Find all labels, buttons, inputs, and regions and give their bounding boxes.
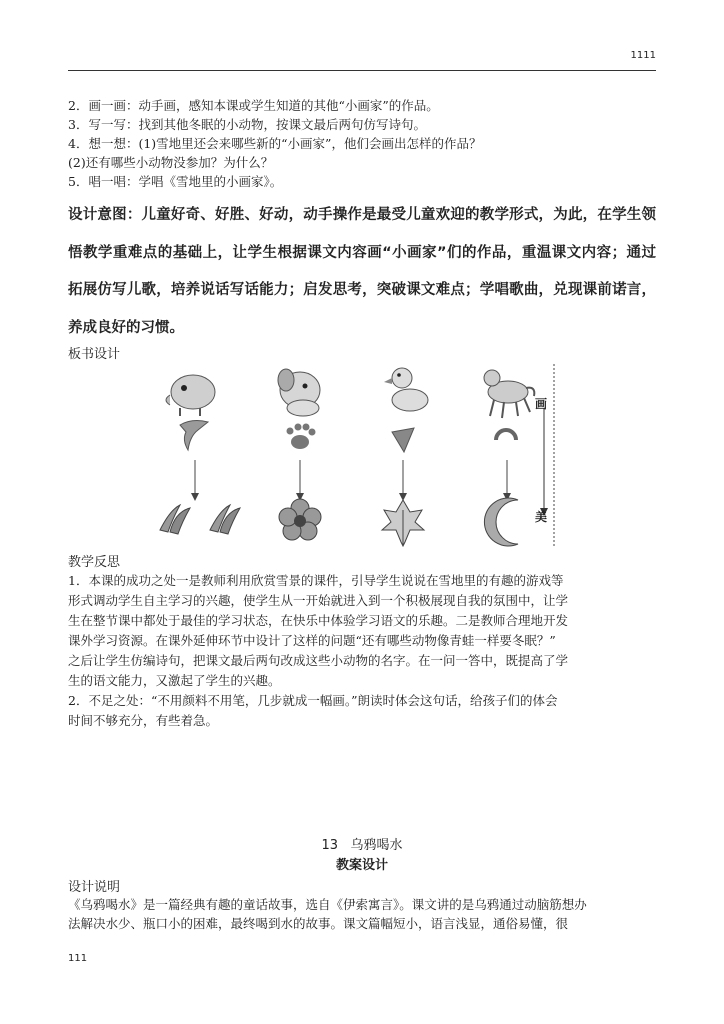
paw-print-icon	[287, 424, 316, 450]
bamboo-leaves-icon	[160, 505, 240, 534]
design-notes-title: 设计说明	[68, 880, 121, 895]
header-rule	[68, 70, 656, 71]
duck-footprint-icon	[392, 428, 414, 452]
reflection-title: 教学反思	[68, 555, 121, 570]
reflection-line: 生的语文能力，又激起了学生的兴趣。	[68, 673, 281, 688]
activity-line: 4．想一想：(1)雪地里还会来哪些新的“小画家”，他们会画出怎样的作品？	[68, 136, 482, 151]
board-label-bottom: 美	[535, 510, 548, 524]
reflection-line: 2．不足之处：“不用颜料不用笔，几步就成一幅画。”朗读时体会这句话，给孩子们的体会	[68, 693, 558, 708]
bamboo-leaf-footprint-icon	[180, 421, 208, 450]
design-intent-line: 拓展仿写儿歌，培养说话写话能力；启发思考，突破课文难点；学唱歌曲，兑现课前诺言，	[68, 282, 656, 298]
design-intent-line: 养成良好的习惯。	[68, 320, 184, 336]
lesson-title: 乌鸦喝水	[350, 838, 403, 853]
pony-icon	[484, 370, 534, 418]
lesson-heading	[0, 834, 724, 853]
hoof-print-icon	[496, 430, 516, 440]
reflection-line: 之后让学生仿编诗句，把课文最后两句改成这些小动物的名字。在一问一答中，既提高了学	[68, 653, 569, 668]
reflection-line: 时间不够充分，有些着急。	[68, 713, 219, 728]
reflection-line: 生在整节课中都处于最佳的学习状态，在快乐中体验学习语文的乐趣。二是教师合理地开发	[68, 613, 569, 628]
activity-line: (2)还有哪些小动物没参加？为什么？	[68, 155, 274, 170]
reflection-line: 1．本课的成功之处一是教师利用欣赏雪景的课件，引导学生说说在雪地里的有趣的游戏等	[68, 573, 564, 588]
puppy-icon	[278, 369, 320, 416]
plum-blossom-icon	[279, 499, 321, 540]
lesson-subtitle: 教案设计	[335, 858, 388, 873]
design-notes-line: 法解决水少、瓶口小的困难，最终喝到水的故事。课文篇幅短小，语言浅显，通俗易懂，很	[68, 916, 569, 931]
design-notes-line: 《乌鸦喝水》是一篇经典有趣的童话故事，选自《伊索寓言》。课文讲的是乌鸦通过动脑筋想办	[68, 897, 587, 912]
design-intent-line: 悟教学重难点的基础上，让学生根据课文内容画“小画家”们的作品，重温课文内容；通过	[68, 245, 656, 261]
board-label-top: 画	[535, 397, 548, 411]
reflection-line: 形式调动学生自主学习的兴趣，使学生从一开始就进入到一个积极展现自我的氛围中，让学	[68, 593, 569, 608]
board-illustration	[140, 360, 580, 550]
crescent-moon-icon	[484, 498, 518, 546]
activity-line: 2．画一画：动手画，感知本课或学生知道的其他“小画家”的作品。	[68, 98, 439, 113]
maple-leaf-icon	[382, 500, 424, 546]
design-intent-line: 设计意图：儿童好奇、好胜、好动，动手操作是最受儿童欢迎的教学形式，为此，在学生领	[68, 207, 656, 223]
activity-line: 3．写一写：找到其他冬眠的小动物，按课文最后两句仿写诗句。	[68, 117, 426, 132]
duckling-icon	[384, 368, 428, 411]
header-page-number: 1111	[630, 50, 656, 61]
reflection-line: 课外学习资源。在课外延伸环节中设计了这样的问题“还有哪些动物像青蛙一样要冬眠？”	[68, 633, 556, 648]
footer-page-number: 111	[68, 953, 88, 964]
lesson-number: 13	[321, 838, 339, 853]
activity-line: 5．唱一唱：学唱《雪地里的小画家》。	[68, 174, 283, 189]
board-title: 板书设计	[68, 347, 121, 362]
chick-icon	[166, 375, 215, 416]
